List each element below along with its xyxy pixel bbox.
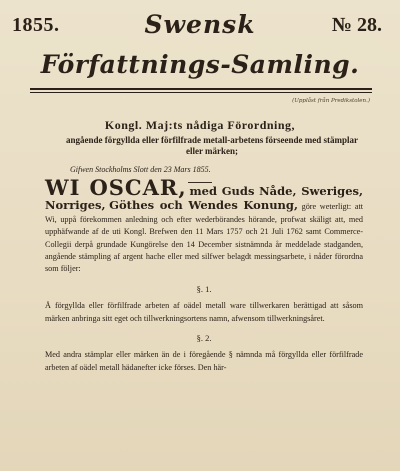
title-line-1: Swensk xyxy=(144,10,256,39)
section-2-heading: §. 2. xyxy=(196,333,212,344)
ordinance-subtitle: angående förgyllda eller förfilfrade metall-arbetens förseende med stämplar eller märken; xyxy=(65,135,359,156)
intro-paragraph xyxy=(45,175,364,276)
line2-bold: Göthes och Wendes Konung, xyxy=(109,198,298,213)
ordinance-date: Gifwen Stockholms Slott den 23 Mars 1855. xyxy=(70,165,211,174)
ordinance-title: Kongl. Maj:ts nådiga Förordning, xyxy=(104,118,296,132)
section-2-text: Med andra stämplar eller märken än de i föregående § nämnda må förgyllda eller förfilfrade arbeten af oädel metall hädanefter icke förses. Den här- xyxy=(45,350,363,372)
header-rule-thick xyxy=(30,88,372,90)
intro-text: göre weterligt: att Wi, uppå förekommen anledning och efter wederbörandes hörande, profwat skäligt att, med upphäfwande af de uti Kongl. Brefwen den 11 Mars 1757 och 21 Juli 1762 samt Commerce-Collegii derpå grundade Kungörelse den 14 December sistnämnda år meddelade stadganden, angående stämpling af argent hache eller med silfwer belagdt messingsarbete, i nåder förordna som följer: xyxy=(45,202,363,274)
title-line-2: Författnings-Samling. xyxy=(40,50,360,79)
section-1-heading: §. 1. xyxy=(196,283,212,294)
year-label: 1855. xyxy=(12,14,60,36)
lead-rest: med Guds Nåde, Sweriges, Norriges, xyxy=(45,184,364,213)
reading-note: (Upplåst från Predikstolen.) xyxy=(292,98,370,104)
ordinance-body xyxy=(45,175,364,374)
lead-name: WI OSCAR, xyxy=(45,175,187,200)
header-rule-thin xyxy=(30,92,372,93)
section-1-text: Å förgyllda eller förfilfrade arbeten af oädel metall ware tillwerkaren berättigad att såsom märken anbringa sitt eget och tillwerkningsortens namn, afwensom tillwerkningsåret. xyxy=(45,301,363,323)
issue-number: № 28. xyxy=(331,14,382,36)
